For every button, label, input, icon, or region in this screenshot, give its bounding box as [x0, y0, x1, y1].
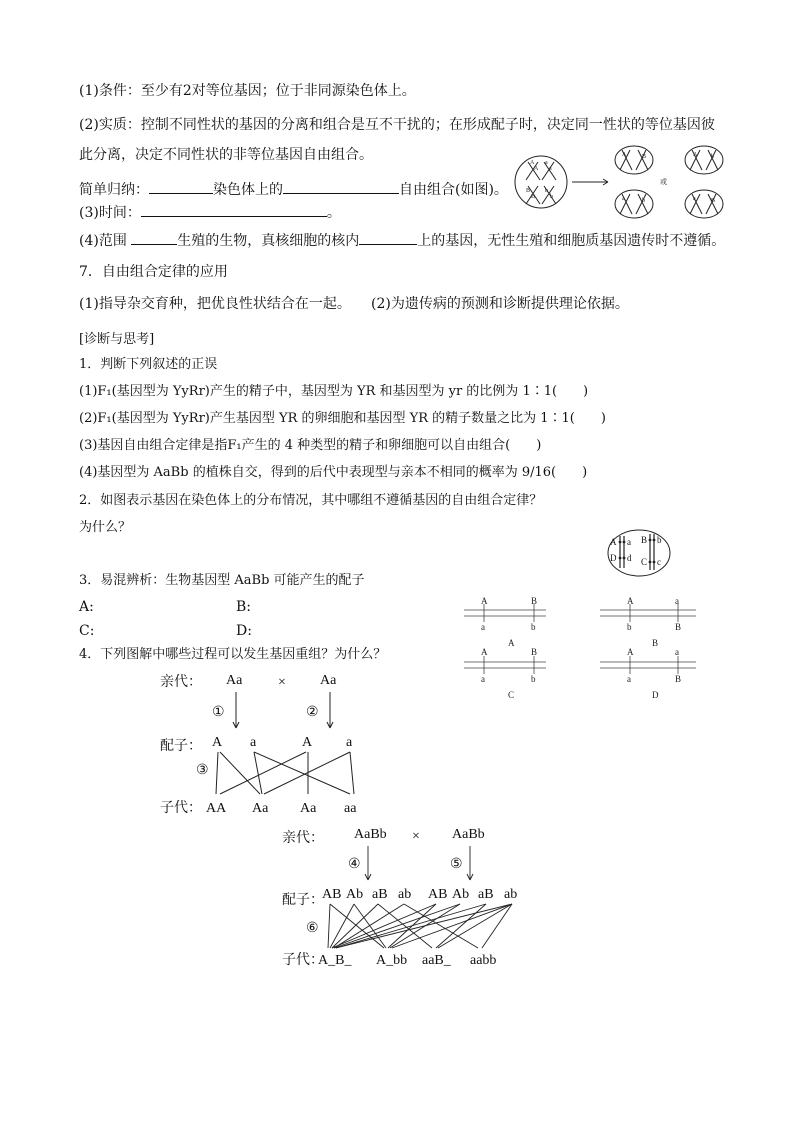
daughter-cell-4: [685, 190, 723, 218]
pairA-bot-2: b: [531, 622, 536, 632]
cross1-gamete-2: a: [250, 735, 257, 750]
dihybrid-cross-diagram: [272, 822, 542, 972]
svg-text:D: D: [610, 553, 617, 563]
pairA-top-1: A: [481, 596, 488, 606]
chromosome-pair-figure: [460, 594, 700, 702]
cross1-cross-sign: ×: [278, 675, 286, 690]
step-5: ⑤: [450, 857, 463, 872]
svg-text:b: b: [550, 194, 553, 200]
cross2-cross-sign: ×: [412, 829, 420, 844]
daughter-cell-3: [615, 190, 653, 218]
parent-cell: [515, 156, 567, 208]
blank-1[interactable]: [149, 179, 213, 194]
cross1-gamete-4: a: [346, 735, 353, 750]
or-label: 或: [660, 178, 667, 186]
pairD-top-1: A: [627, 647, 634, 657]
cross2-offspring-4: aabb: [470, 953, 497, 968]
svg-text:b: b: [545, 188, 548, 194]
cross1-gamete-1: A: [212, 735, 223, 750]
cross2-offspring-3: aaB_: [422, 953, 451, 968]
cross1-offspring-1: AA: [206, 801, 227, 816]
svg-text:a: a: [693, 196, 696, 202]
svg-text:B: B: [531, 194, 536, 200]
svg-text:B: B: [711, 198, 716, 204]
time-line: (3)时间： 。: [79, 202, 341, 222]
cross2-gamete-7: aB: [478, 887, 494, 902]
cross2-gamete-3: aB: [372, 887, 388, 902]
blank-4[interactable]: [131, 230, 177, 245]
svg-text:C: C: [641, 557, 648, 567]
question-3: 3．易混辨析：生物基因型 AaBb 可能产生的配子: [79, 573, 365, 588]
cross1-gamete-3: A: [302, 735, 313, 750]
daughter-cell-1: [615, 146, 653, 174]
cross1-offspring-4: aa: [344, 801, 357, 816]
cross1-parent-2: Aa: [320, 673, 337, 688]
cross2-gamete-label: 配子：: [282, 893, 324, 908]
chromosome-cell-figure: [604, 528, 674, 578]
essence-line: (2)实质：控制不同性状的基因的分离和组合是互不干扰的；在形成配子时，决定同一性状的等位基因彼: [79, 117, 715, 133]
svg-text:a: a: [549, 166, 552, 172]
svg-text:c: c: [657, 557, 661, 567]
svg-text:B: B: [642, 154, 647, 160]
question-1-item-3: (3)基因自由组合定律是指F₁产生的 4 种类型的精子和卵细胞可以自由组合( ): [79, 438, 542, 453]
cross2-gamete-4: ab: [398, 887, 412, 902]
meiosis-cell-figure: [514, 142, 730, 222]
diagnosis-header: [诊断与思考]: [79, 332, 155, 347]
step-4: ④: [348, 857, 361, 872]
step-6: ⑥: [306, 921, 319, 936]
summary-line: 简单归纳： 染色体上的 自由组合(如图)。: [79, 179, 508, 199]
pairB-top-1: A: [627, 596, 634, 606]
svg-text:b: b: [711, 154, 714, 160]
question-2-why: 为什么？: [79, 520, 132, 535]
pairD-bot-2: B: [675, 674, 682, 684]
question-1-item-2: (2)F₁(基因型为 YyRr)产生基因型 YR 的卵细胞和基因型 YR 的精子数量之比为 1∶1( ): [79, 411, 606, 426]
pairB-top-2: a: [675, 596, 679, 606]
cross1-parent-1: Aa: [226, 673, 243, 688]
pairB-label: B: [652, 638, 659, 648]
cross2-gamete-1: AB: [322, 887, 342, 902]
blank-2[interactable]: [283, 179, 399, 194]
question-4: 4．下列图解中哪些过程可以发生基因重组？为什么？: [79, 647, 387, 662]
application-1: (1)指导杂交育种，把优良性状结合在一起。: [79, 296, 351, 312]
pairB-bot-1: b: [627, 622, 632, 632]
cross1-gamete-label: 配子：: [160, 739, 202, 754]
answer-D-label: D:: [236, 623, 252, 639]
svg-text:B: B: [526, 188, 531, 194]
cross1-parent-label: 亲代：: [160, 675, 202, 690]
svg-text:b: b: [642, 198, 645, 204]
step-1: ①: [212, 705, 225, 720]
pairC-top-1: A: [481, 647, 488, 657]
cross2-parent-1: AaBb: [354, 827, 387, 842]
answer-A-label: A:: [79, 599, 94, 615]
cross2-gamete-5: AB: [428, 887, 448, 902]
svg-text:a: a: [545, 160, 548, 166]
svg-text:A: A: [530, 160, 535, 166]
svg-text:b: b: [657, 535, 662, 545]
daughter-cell-2: [685, 146, 723, 174]
pairC-label: C: [508, 690, 515, 700]
cross2-offspring-1: A_B_: [318, 953, 352, 968]
pairD-top-2: a: [675, 647, 679, 657]
blank-3[interactable]: [141, 202, 327, 217]
svg-text:A: A: [693, 152, 698, 158]
cross2-parent-2: AaBb: [452, 827, 485, 842]
cross2-offspring-label: 子代：: [282, 953, 324, 968]
cross2-offspring-2: A_bb: [376, 953, 408, 968]
cross1-offspring-label: 子代：: [160, 801, 202, 816]
answer-B-label: B:: [236, 599, 252, 615]
answer-C-label: C:: [79, 623, 95, 639]
question-2: 2．如图表示基因在染色体上的分布情况，其中哪组不遵循基因的自由组合定律？: [79, 493, 543, 508]
pairA-top-2: B: [531, 596, 538, 606]
question-1-item-4: (4)基因型为 AaBb 的植株自交，得到的后代中表现型与亲本不相同的概率为 9/16( ): [79, 465, 588, 480]
pairB-bot-2: B: [675, 622, 682, 632]
svg-text:A: A: [534, 166, 539, 172]
pairC-bot-1: a: [481, 674, 485, 684]
monohybrid-cross-diagram: [150, 666, 390, 824]
step-2: ②: [306, 705, 319, 720]
application-2: (2)为遗传病的预测和诊断提供理论依据。: [371, 296, 629, 312]
section-7-title: 7．自由组合定律的应用: [79, 264, 228, 280]
scope-line: (4)范围 生殖的生物，真核细胞的核内 上的基因，无性生殖和细胞质基因遗传时不遵循。: [79, 230, 725, 250]
condition-line: (1)条件：至少有2对等位基因；位于非同源染色体上。: [79, 83, 416, 99]
cross2-gamete-8: ab: [504, 887, 518, 902]
essence-line-cont: 此分离，决定不同性状的非等位基因自由组合。: [79, 147, 373, 163]
svg-text:d: d: [627, 553, 632, 563]
cross2-gamete-6: Ab: [452, 887, 470, 902]
svg-text:a: a: [622, 196, 625, 202]
pairC-top-2: B: [531, 647, 538, 657]
question-1-item-1: (1)F₁(基因型为 YyRr)产生的精子中，基因型为 YR 和基因型为 yr 的比例为 1∶1( ): [79, 384, 589, 399]
pairC-bot-2: b: [531, 674, 536, 684]
svg-text:A: A: [610, 537, 617, 547]
svg-text:B: B: [641, 535, 648, 545]
cross1-offspring-3: Aa: [300, 801, 317, 816]
pairA-label: A: [508, 638, 515, 648]
cross1-offspring-2: Aa: [252, 801, 269, 816]
pairD-bot-1: a: [627, 674, 631, 684]
step-3: ③: [196, 763, 209, 778]
pairD-label: D: [652, 690, 659, 700]
blank-5[interactable]: [359, 230, 417, 245]
cross2-parent-label: 亲代：: [282, 831, 324, 846]
svg-text:A: A: [622, 152, 627, 158]
svg-text:a: a: [627, 537, 631, 547]
pairA-bot-1: a: [481, 622, 485, 632]
cross2-gamete-2: Ab: [346, 887, 364, 902]
question-1: 1．判断下列叙述的正误: [79, 357, 218, 372]
